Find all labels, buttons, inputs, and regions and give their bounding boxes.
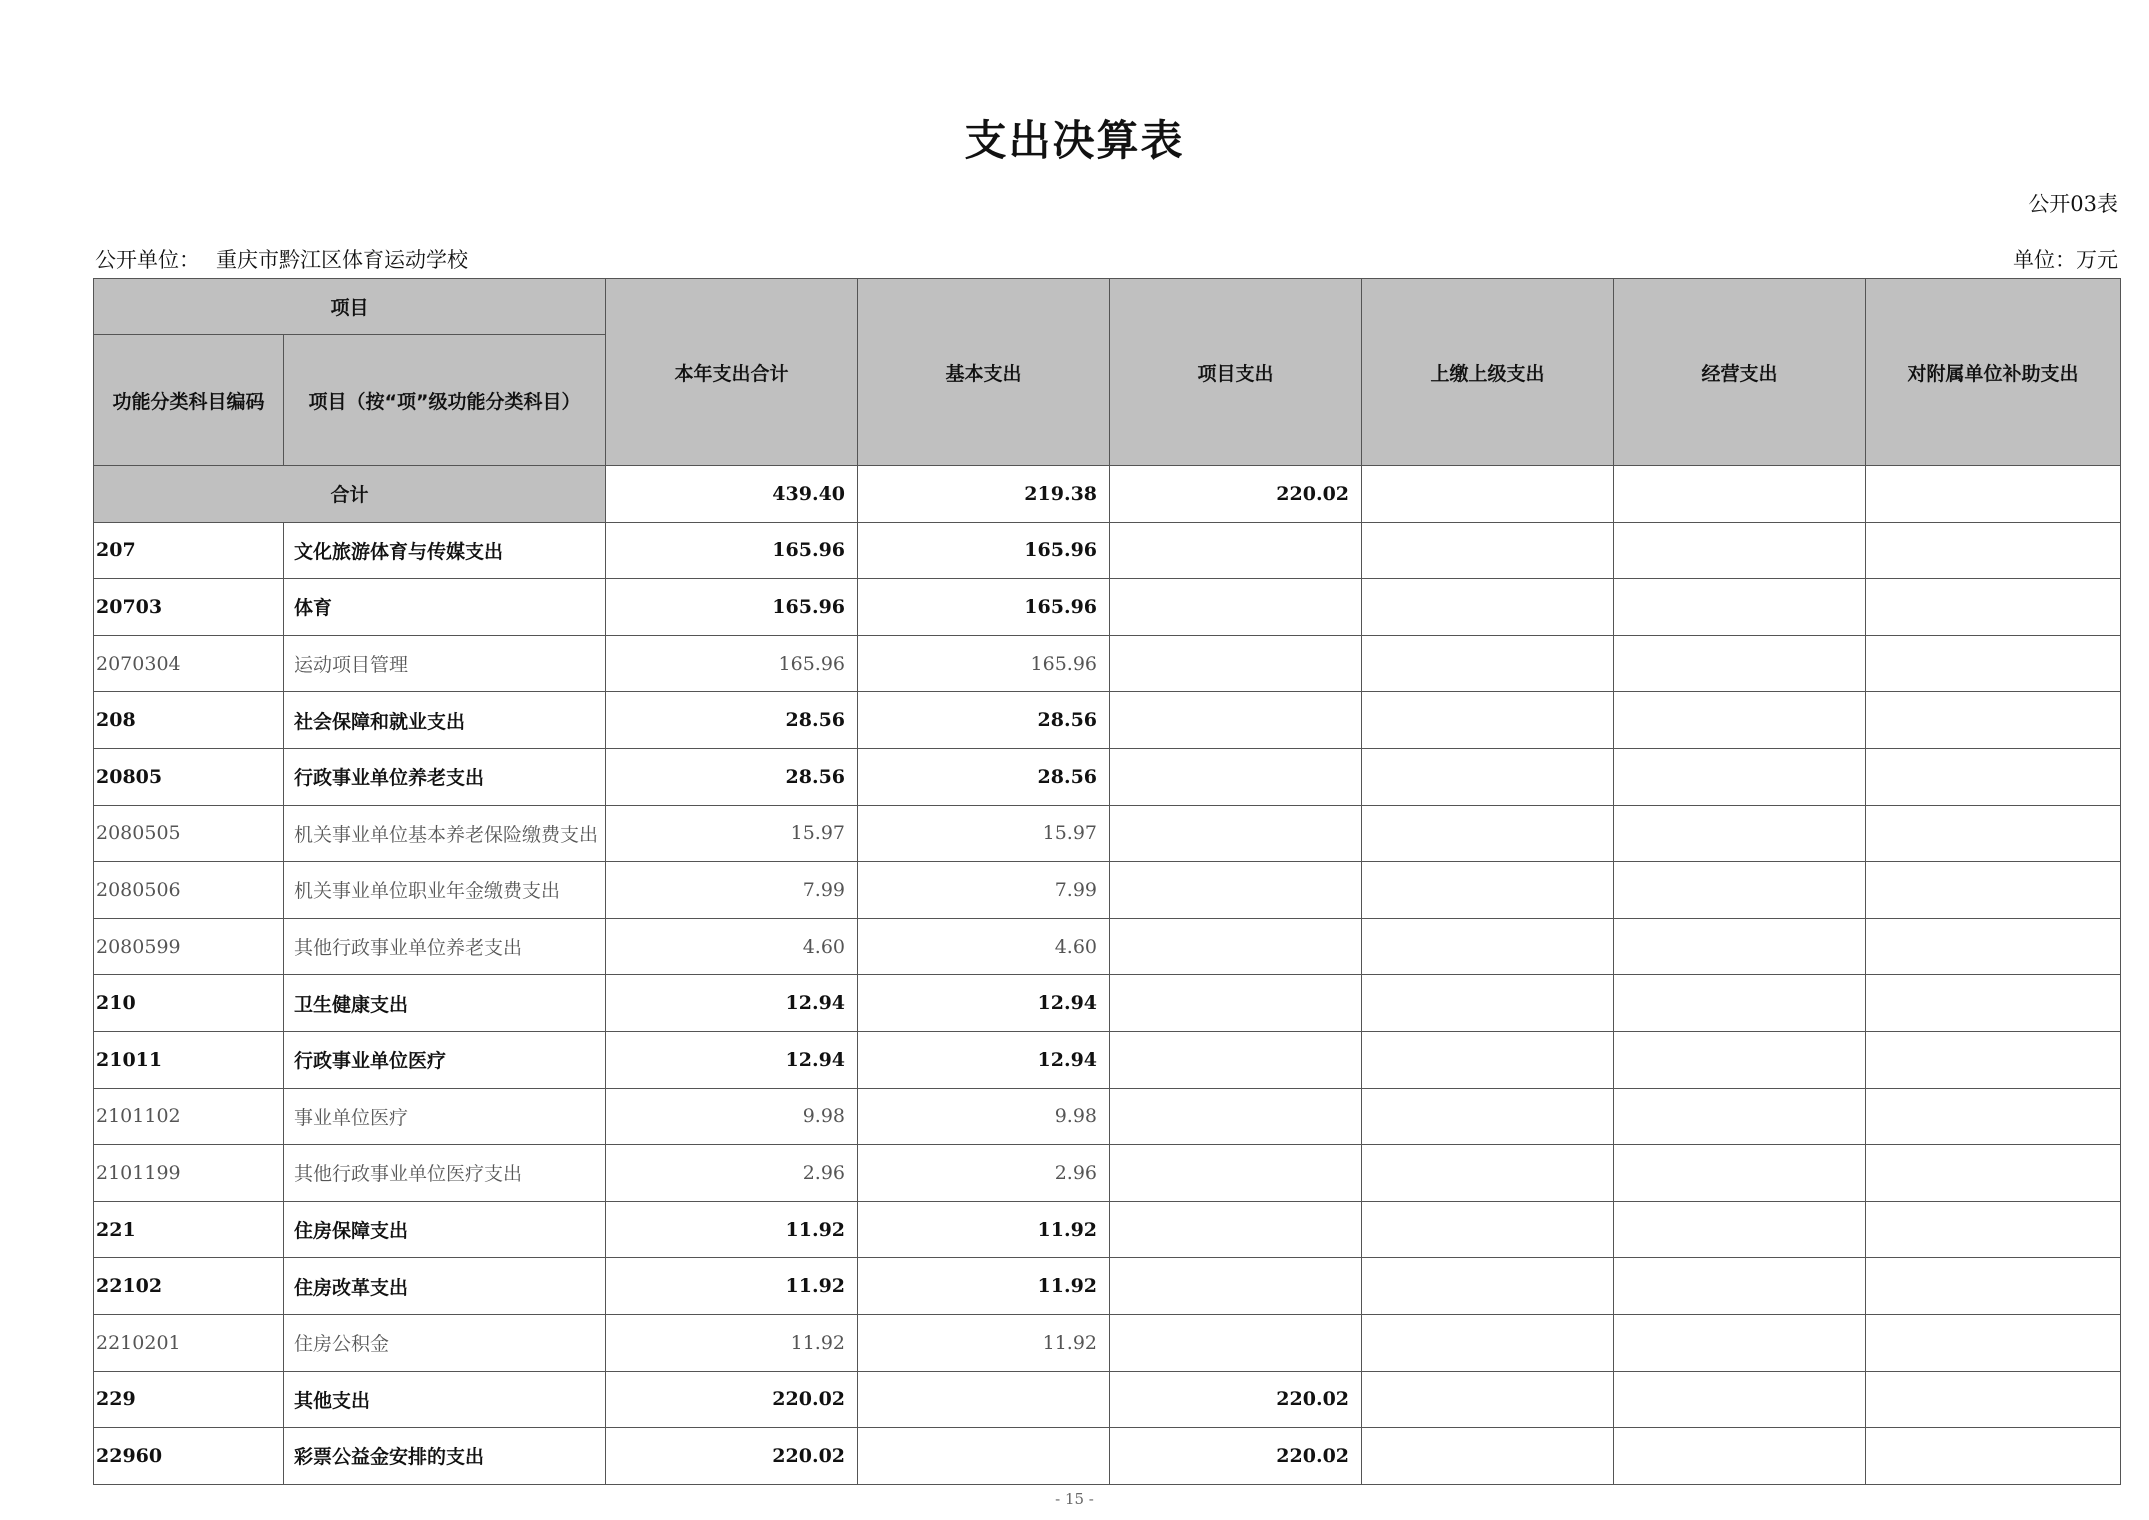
row-upper xyxy=(1362,1145,1614,1202)
row-upper xyxy=(1362,748,1614,805)
row-subsidiary xyxy=(1866,862,2121,919)
row-subsidiary xyxy=(1866,1314,2121,1371)
header-total: 本年支出合计 xyxy=(606,279,858,466)
row-code: 22102 xyxy=(94,1258,284,1315)
row-item-name: 体育 xyxy=(284,579,606,636)
row-subsidiary xyxy=(1866,918,2121,975)
expenditure-table xyxy=(93,278,2121,1485)
row-total: 11.92 xyxy=(606,1201,858,1258)
row-basic: 4.60 xyxy=(858,918,1110,975)
row-upper xyxy=(1362,1201,1614,1258)
row-code: 221 xyxy=(94,1201,284,1258)
row-upper xyxy=(1362,1314,1614,1371)
row-project xyxy=(1110,1258,1362,1315)
row-operating xyxy=(1614,579,1866,636)
row-project: 220.02 xyxy=(1110,1371,1362,1428)
row-project xyxy=(1110,918,1362,975)
row-total: 28.56 xyxy=(606,692,858,749)
row-code: 20703 xyxy=(94,579,284,636)
reporting-unit-name: 重庆市黔江区体育运动学校 xyxy=(216,248,468,272)
row-item-name: 事业单位医疗 xyxy=(284,1088,606,1145)
row-project xyxy=(1110,1314,1362,1371)
total-basic: 219.38 xyxy=(858,466,1110,523)
row-subsidiary xyxy=(1866,522,2121,579)
row-upper xyxy=(1362,692,1614,749)
row-operating xyxy=(1614,1088,1866,1145)
row-project xyxy=(1110,805,1362,862)
row-operating xyxy=(1614,918,1866,975)
header-item: 项目（按“项”级功能分类科目） xyxy=(284,335,606,466)
row-code: 22960 xyxy=(94,1428,284,1485)
row-total: 165.96 xyxy=(606,522,858,579)
row-subsidiary xyxy=(1866,1371,2121,1428)
row-subsidiary xyxy=(1866,1258,2121,1315)
table-row xyxy=(94,1088,2121,1145)
row-subsidiary xyxy=(1866,1201,2121,1258)
row-project xyxy=(1110,975,1362,1032)
row-operating xyxy=(1614,635,1866,692)
row-total: 220.02 xyxy=(606,1371,858,1428)
table-row xyxy=(94,1031,2121,1088)
row-item-name: 彩票公益金安排的支出 xyxy=(284,1428,606,1485)
form-number: 公开03表 xyxy=(2028,192,2118,216)
row-subsidiary xyxy=(1866,1031,2121,1088)
row-item-name: 文化旅游体育与传媒支出 xyxy=(284,522,606,579)
row-total: 2.96 xyxy=(606,1145,858,1202)
row-item-name: 卫生健康支出 xyxy=(284,975,606,1032)
row-basic: 2.96 xyxy=(858,1145,1110,1202)
table-row xyxy=(94,522,2121,579)
row-basic: 12.94 xyxy=(858,1031,1110,1088)
row-project xyxy=(1110,692,1362,749)
row-code: 2101102 xyxy=(94,1088,284,1145)
row-operating xyxy=(1614,1145,1866,1202)
row-basic: 7.99 xyxy=(858,862,1110,919)
row-basic: 165.96 xyxy=(858,522,1110,579)
reporting-unit xyxy=(95,244,484,274)
row-item-name: 行政事业单位医疗 xyxy=(284,1031,606,1088)
row-item-name: 其他支出 xyxy=(284,1371,606,1428)
row-subsidiary xyxy=(1866,1088,2121,1145)
row-upper xyxy=(1362,1088,1614,1145)
row-project xyxy=(1110,1201,1362,1258)
row-total: 7.99 xyxy=(606,862,858,919)
row-basic: 28.56 xyxy=(858,692,1110,749)
row-total: 4.60 xyxy=(606,918,858,975)
row-item-name: 其他行政事业单位养老支出 xyxy=(284,918,606,975)
row-item-name: 机关事业单位职业年金缴费支出 xyxy=(284,862,606,919)
row-operating xyxy=(1614,1258,1866,1315)
table-row xyxy=(94,805,2121,862)
row-code: 207 xyxy=(94,522,284,579)
total-row xyxy=(94,466,2121,523)
row-total: 165.96 xyxy=(606,635,858,692)
row-upper xyxy=(1362,975,1614,1032)
total-subsidiary xyxy=(1866,466,2121,523)
row-project xyxy=(1110,1088,1362,1145)
header-project: 项目 xyxy=(94,279,606,335)
row-subsidiary xyxy=(1866,692,2121,749)
row-basic: 11.92 xyxy=(858,1201,1110,1258)
row-operating xyxy=(1614,862,1866,919)
row-total: 15.97 xyxy=(606,805,858,862)
header-project-expenditure: 项目支出 xyxy=(1110,279,1362,466)
row-upper xyxy=(1362,918,1614,975)
row-basic: 28.56 xyxy=(858,748,1110,805)
row-operating xyxy=(1614,1201,1866,1258)
row-upper xyxy=(1362,805,1614,862)
row-project: 220.02 xyxy=(1110,1428,1362,1485)
row-operating xyxy=(1614,522,1866,579)
total-operating xyxy=(1614,466,1866,523)
row-subsidiary xyxy=(1866,579,2121,636)
row-basic: 11.92 xyxy=(858,1314,1110,1371)
row-basic: 9.98 xyxy=(858,1088,1110,1145)
row-upper xyxy=(1362,1031,1614,1088)
header-upper-level: 上缴上级支出 xyxy=(1362,279,1614,466)
row-operating xyxy=(1614,692,1866,749)
row-total: 28.56 xyxy=(606,748,858,805)
row-basic: 165.96 xyxy=(858,635,1110,692)
page-title: 支出决算表 xyxy=(964,116,1185,165)
header-basic: 基本支出 xyxy=(858,279,1110,466)
row-total: 11.92 xyxy=(606,1258,858,1315)
header-operating: 经营支出 xyxy=(1614,279,1866,466)
row-total: 11.92 xyxy=(606,1314,858,1371)
total-upper xyxy=(1362,466,1614,523)
row-project xyxy=(1110,522,1362,579)
total-sum: 439.40 xyxy=(606,466,858,523)
row-code: 2080505 xyxy=(94,805,284,862)
row-subsidiary xyxy=(1866,748,2121,805)
row-subsidiary xyxy=(1866,635,2121,692)
row-upper xyxy=(1362,635,1614,692)
row-basic: 12.94 xyxy=(858,975,1110,1032)
page-number: - 15 - xyxy=(1055,1490,1094,1508)
row-item-name: 机关事业单位基本养老保险缴费支出 xyxy=(284,805,606,862)
row-project xyxy=(1110,579,1362,636)
table-row xyxy=(94,1314,2121,1371)
table-row xyxy=(94,918,2121,975)
header-code: 功能分类科目编码 xyxy=(94,335,284,466)
row-basic: 15.97 xyxy=(858,805,1110,862)
row-basic: 11.92 xyxy=(858,1258,1110,1315)
row-project xyxy=(1110,1031,1362,1088)
row-total: 12.94 xyxy=(606,1031,858,1088)
row-item-name: 住房公积金 xyxy=(284,1314,606,1371)
row-code: 2080506 xyxy=(94,862,284,919)
table-row xyxy=(94,862,2121,919)
row-operating xyxy=(1614,748,1866,805)
table-row xyxy=(94,1371,2121,1428)
row-project xyxy=(1110,635,1362,692)
row-total: 9.98 xyxy=(606,1088,858,1145)
row-upper xyxy=(1362,862,1614,919)
row-item-name: 社会保障和就业支出 xyxy=(284,692,606,749)
table-row xyxy=(94,975,2121,1032)
row-code: 21011 xyxy=(94,1031,284,1088)
row-basic xyxy=(858,1428,1110,1485)
row-code: 208 xyxy=(94,692,284,749)
row-operating xyxy=(1614,975,1866,1032)
row-project xyxy=(1110,1145,1362,1202)
row-code: 20805 xyxy=(94,748,284,805)
row-basic: 165.96 xyxy=(858,579,1110,636)
total-project: 220.02 xyxy=(1110,466,1362,523)
row-total: 165.96 xyxy=(606,579,858,636)
row-operating xyxy=(1614,1371,1866,1428)
row-item-name: 住房保障支出 xyxy=(284,1201,606,1258)
row-subsidiary xyxy=(1866,975,2121,1032)
row-item-name: 运动项目管理 xyxy=(284,635,606,692)
row-upper xyxy=(1362,522,1614,579)
table-row xyxy=(94,1258,2121,1315)
row-subsidiary xyxy=(1866,1428,2121,1485)
header-subsidiary: 对附属单位补助支出 xyxy=(1866,279,2121,466)
row-project xyxy=(1110,748,1362,805)
table-row xyxy=(94,692,2121,749)
row-code: 229 xyxy=(94,1371,284,1428)
row-upper xyxy=(1362,1258,1614,1315)
total-label: 合计 xyxy=(94,466,606,523)
row-code: 2210201 xyxy=(94,1314,284,1371)
row-project xyxy=(1110,862,1362,919)
reporting-unit-label: 公开单位： xyxy=(95,248,200,272)
table-row xyxy=(94,1428,2121,1485)
table-row xyxy=(94,1201,2121,1258)
row-item-name: 其他行政事业单位医疗支出 xyxy=(284,1145,606,1202)
row-operating xyxy=(1614,1428,1866,1485)
row-subsidiary xyxy=(1866,805,2121,862)
table-row xyxy=(94,1145,2121,1202)
table-row xyxy=(94,579,2121,636)
row-operating xyxy=(1614,1314,1866,1371)
row-total: 12.94 xyxy=(606,975,858,1032)
row-upper xyxy=(1362,1428,1614,1485)
row-code: 210 xyxy=(94,975,284,1032)
currency-unit: 单位：万元 xyxy=(2013,248,2118,272)
row-subsidiary xyxy=(1866,1145,2121,1202)
row-basic xyxy=(858,1371,1110,1428)
row-total: 220.02 xyxy=(606,1428,858,1485)
table-row xyxy=(94,635,2121,692)
row-operating xyxy=(1614,1031,1866,1088)
row-operating xyxy=(1614,805,1866,862)
row-item-name: 住房改革支出 xyxy=(284,1258,606,1315)
row-upper xyxy=(1362,579,1614,636)
row-item-name: 行政事业单位养老支出 xyxy=(284,748,606,805)
row-upper xyxy=(1362,1371,1614,1428)
row-code: 2070304 xyxy=(94,635,284,692)
row-code: 2080599 xyxy=(94,918,284,975)
row-code: 2101199 xyxy=(94,1145,284,1202)
table-row xyxy=(94,748,2121,805)
